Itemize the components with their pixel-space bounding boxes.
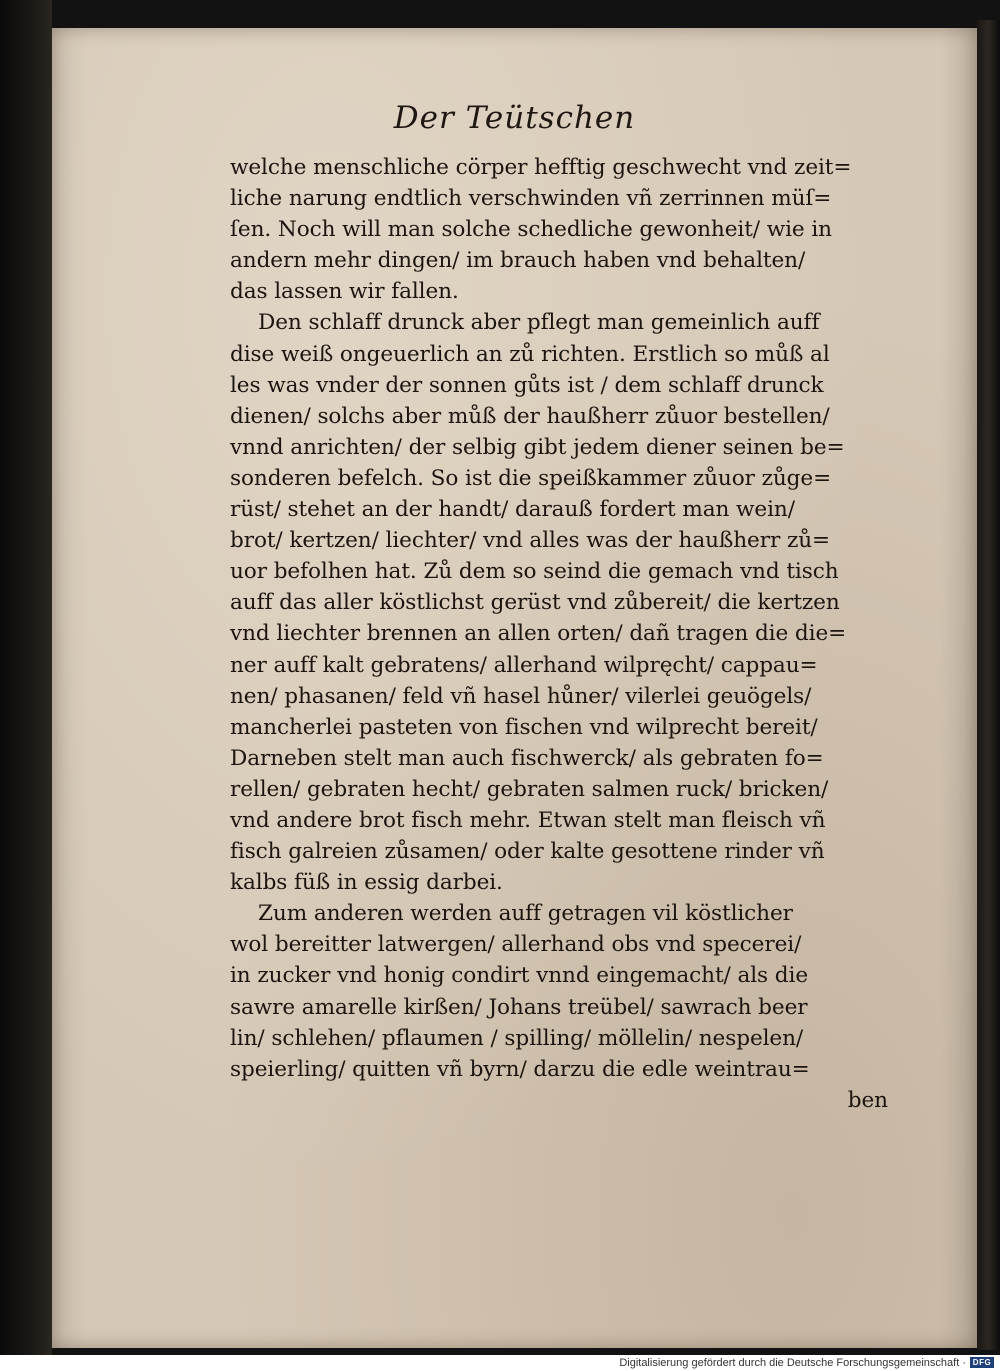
- running-head: Der Teütschen: [393, 100, 636, 136]
- text-line: rüst/ stehet an der handt/ darauß fordert man wein/: [230, 497, 795, 523]
- dfg-credit-text: Digitalisierung gefördert durch die Deutsche Forschungsgemeinschaft ·: [619, 1357, 966, 1369]
- text-line: sonderen befelch. So ist die speißkammer zůuor zůge=: [230, 465, 832, 491]
- text-line: auff das aller köstlichst gerüst vnd zůbereit/ die kertzen: [230, 590, 840, 616]
- text-line: speierling/ quitten vñ byrn/ darzu die edle weintrau=: [230, 1056, 810, 1082]
- catchword: ben: [847, 1087, 888, 1113]
- text-line: mancherlei pasteten von fischen vnd wilprecht bereit/: [230, 714, 818, 740]
- dfg-logo: DFG: [970, 1357, 994, 1368]
- text-line: brot/ kertzen/ liechter/ vnd alles was der haußherr zů=: [230, 528, 831, 554]
- text-line: vnnd anrichten/ der selbig gibt jedem diener seinen be=: [230, 434, 845, 460]
- page-paper: [52, 28, 977, 1348]
- paragraph-start-line: Den schlaff drunck aber pflegt man gemeinlich auff: [258, 310, 820, 336]
- text-line: ner auff kalt gebratens/ allerhand wilpręcht/ cappau=: [230, 652, 818, 678]
- text-line: dise weiß ongeuerlich an zů richten. Erstlich so můß al: [230, 341, 830, 367]
- text-line: vnd andere brot fisch mehr. Etwan stelt man fleisch vñ: [230, 807, 826, 833]
- text-line: kalbs füß in essig darbei.: [230, 870, 503, 896]
- text-line: andern mehr dingen/ im brauch haben vnd behalten/: [230, 248, 806, 274]
- text-line: vnd liechter brennen an allen orten/ dañ tragen die die=: [230, 621, 847, 647]
- text-line: fisch galreien zůsamen/ oder kalte gesottene rinder vñ: [230, 839, 825, 865]
- paragraph-start-line: Zum anderen werden auff getragen vil köstlicher: [258, 901, 793, 927]
- text-line: liche narung endtlich verschwinden vñ zerrinnen müſ=: [230, 186, 832, 212]
- text-line: Darneben stelt man auch fischwerck/ als gebraten fo=: [230, 745, 824, 771]
- book-binding-edge: [0, 0, 52, 1355]
- text-line: in zucker vnd honig condirt vnnd eingemacht/ als die: [230, 963, 809, 989]
- text-line: lin/ schlehen/ pflaumen / spilling/ möllelin/ nespelen/: [230, 1025, 804, 1051]
- text-line: nen/ phasanen/ feld vñ hasel hůner/ vilerlei geuögels/: [230, 683, 812, 709]
- scan-right-edge: [977, 20, 1000, 1350]
- text-line: les was vnder der sonnen gůts ist / dem schlaff drunck: [230, 372, 824, 398]
- text-line: sawre amarelle kirßen/ Johans treübel/ sawrach beer: [230, 994, 808, 1020]
- text-line: das lassen wir fallen.: [230, 279, 459, 305]
- text-line: ſen. Noch will man solche schedliche gewonheit/ wie in: [230, 217, 832, 243]
- body-text: [230, 152, 950, 1116]
- text-line: welche menschliche cörper hefftig geschwecht vnd zeit=: [230, 155, 852, 180]
- text-line: dienen/ solchs aber můß der haußherr zůuor bestellen/: [230, 403, 830, 429]
- text-line: uor befolhen hat. Zů dem so seind die gemach vnd tisch: [230, 559, 839, 585]
- text-line: rellen/ gebraten hecht/ gebraten salmen ruck/ bricken/: [230, 776, 829, 802]
- text-line: wol bereitter latwergen/ allerhand obs vnd specerei/: [230, 932, 802, 958]
